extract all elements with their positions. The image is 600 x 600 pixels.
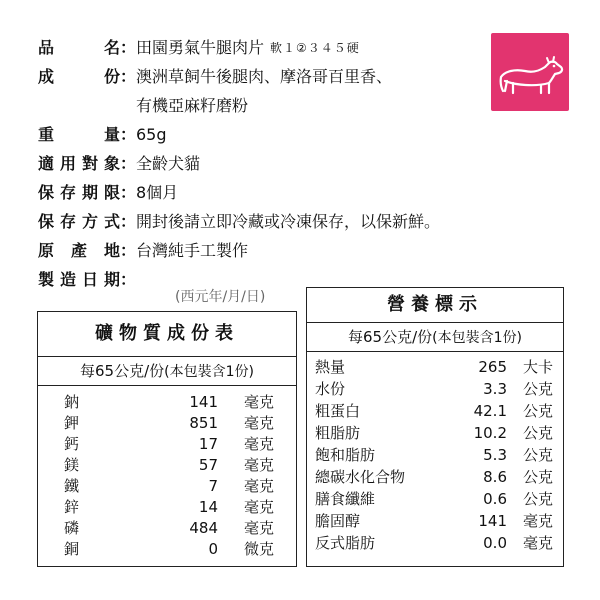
mineral-table bbox=[37, 311, 297, 567]
origin-value: 台灣純手工製作 bbox=[136, 241, 249, 260]
weight-value: 65g bbox=[136, 125, 167, 144]
colon: ： bbox=[120, 212, 137, 231]
table-row: 銅 0 微克 bbox=[64, 540, 274, 558]
colon: ： bbox=[120, 38, 137, 57]
table-row: 粗蛋白 42.1 公克 bbox=[315, 402, 553, 420]
label-name: 品 名 bbox=[38, 38, 120, 57]
nutrition-rows bbox=[307, 352, 563, 554]
table-row: 鋅 14 毫克 bbox=[64, 498, 274, 516]
cow-icon bbox=[491, 33, 569, 111]
product-name: 田園勇氣牛腿肉片 bbox=[136, 38, 265, 57]
ingredients-line-2: 有機亞麻籽磨粉 bbox=[136, 96, 249, 115]
mineral-serving: 每65公克/份(本包裝含1份) bbox=[38, 357, 296, 386]
table-row: 膽固醇 141 毫克 bbox=[315, 512, 553, 530]
nutrition-table bbox=[306, 287, 564, 567]
info-row-weight bbox=[38, 125, 478, 145]
label-target: 適 用 對 象 bbox=[38, 154, 120, 173]
info-row-target bbox=[38, 154, 478, 174]
table-row: 磷 484 毫克 bbox=[64, 519, 274, 537]
shelf-life-value: 8個月 bbox=[136, 183, 179, 202]
label-mfg-date: 製 造 日 期 bbox=[38, 270, 120, 289]
table-row: 鉀 851 毫克 bbox=[64, 414, 274, 432]
mineral-table-title: 礦物質成份表 bbox=[38, 312, 296, 357]
colon: ： bbox=[120, 154, 137, 173]
colon: ： bbox=[120, 183, 137, 202]
hardness-scale: 軟１②３４５硬 bbox=[270, 41, 360, 55]
table-row: 總碳水化合物 8.6 公克 bbox=[315, 468, 553, 486]
ingredients-line-1: 澳洲草飼牛後腿肉、摩洛哥百里香、 bbox=[136, 67, 393, 86]
table-row: 膳食纖維 0.6 公克 bbox=[315, 490, 553, 508]
info-row-origin bbox=[38, 241, 478, 261]
info-row-shelf-life bbox=[38, 183, 478, 203]
table-row: 粗脂肪 10.2 公克 bbox=[315, 424, 553, 442]
label-origin: 原 產 地 bbox=[38, 241, 120, 260]
table-row: 鎂 57 毫克 bbox=[64, 456, 274, 474]
date-format-note: (西元年/月/日) bbox=[175, 289, 266, 305]
info-row-ingredients bbox=[38, 67, 478, 116]
info-row-storage bbox=[38, 212, 478, 232]
table-row: 水份 3.3 公克 bbox=[315, 380, 553, 398]
colon: ： bbox=[120, 270, 137, 289]
colon: ： bbox=[120, 67, 137, 86]
mineral-rows bbox=[38, 386, 296, 560]
label-storage: 保 存 方 式 bbox=[38, 212, 120, 231]
product-info bbox=[38, 38, 478, 299]
table-row: 熱量 265 大卡 bbox=[315, 358, 553, 376]
target-value: 全齡犬貓 bbox=[136, 154, 201, 173]
table-row: 鈉 141 毫克 bbox=[64, 393, 274, 411]
nutrition-table-title: 營養標示 bbox=[307, 288, 563, 323]
colon: ： bbox=[120, 241, 137, 260]
cow-icon-svg bbox=[491, 33, 569, 111]
table-row: 飽和脂肪 5.3 公克 bbox=[315, 446, 553, 464]
table-row: 鈣 17 毫克 bbox=[64, 435, 274, 453]
table-row: 鐵 7 毫克 bbox=[64, 477, 274, 495]
label-ingredients: 成 份 bbox=[38, 67, 120, 86]
table-row: 反式脂肪 0.0 毫克 bbox=[315, 534, 553, 552]
info-row-name bbox=[38, 38, 478, 58]
label-weight: 重 量 bbox=[38, 125, 120, 144]
storage-value: 開封後請立即冷藏或冷凍保存，以保新鮮。 bbox=[136, 212, 441, 231]
colon: ： bbox=[120, 125, 137, 144]
label-shelf-life: 保 存 期 限 bbox=[38, 183, 120, 202]
nutrition-serving: 每65公克/份(本包裝含1份) bbox=[307, 323, 563, 352]
